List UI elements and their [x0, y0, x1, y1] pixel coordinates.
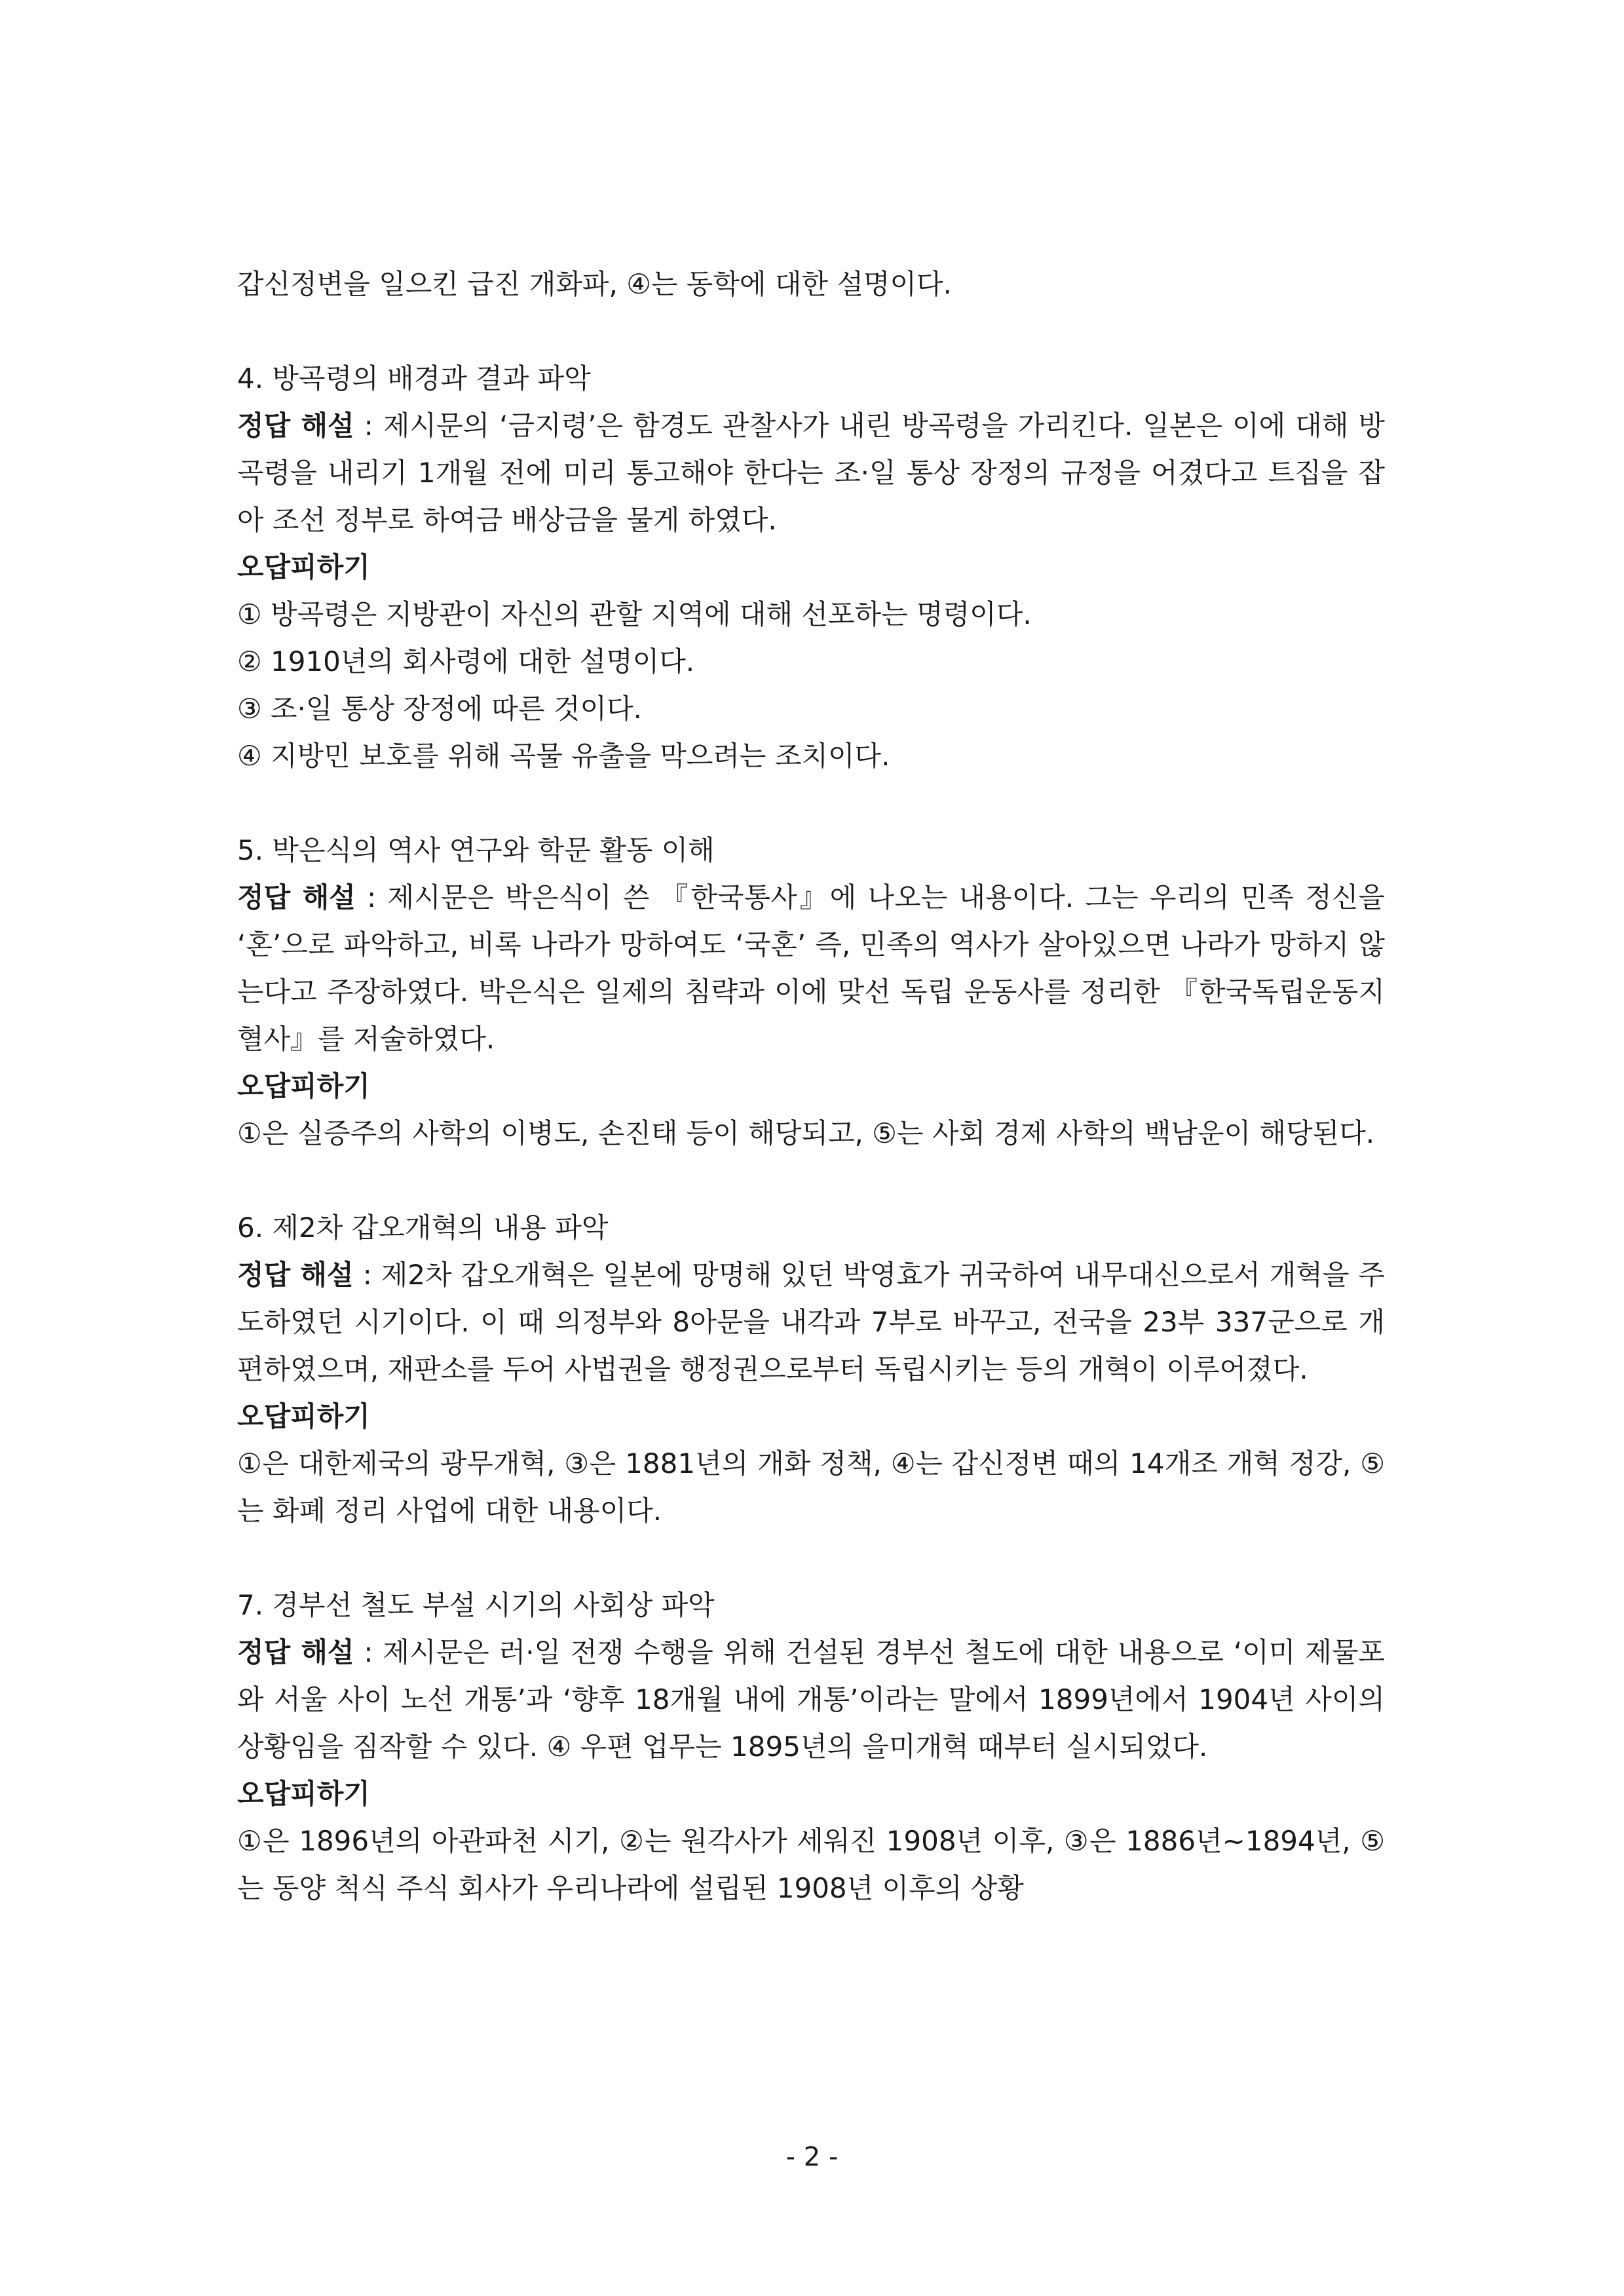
answer-text: : 제시문의 ‘금지령’은 함경도 관찰사가 내린 방곡령을 가리킨다. 일본은 이에 대해 방곡령을 내리기 1개월 전에 미리 통고해야 한다는 조·일 통상 장정의 규정을 어겼다고 트집을 잡아 조선 정부로 하여금 배상금을 물게 하였다.	[237, 410, 1385, 536]
section-title: 6. 제2차 갑오개혁의 내용 파악	[237, 1212, 609, 1244]
wrong-item: ② 1910년의 회사령에 대한 설명이다.	[237, 645, 695, 678]
section-5	[237, 827, 1385, 1157]
answer-label: 정답 해설	[237, 410, 354, 442]
section-title: 4. 방곡령의 배경과 결과 파악	[237, 362, 591, 394]
section-6	[237, 1204, 1385, 1535]
wrong-answer-label: 오답피하기	[237, 1778, 370, 1810]
wrong-item: ④ 지방민 보호를 위해 곡물 유출을 막으려는 조치이다.	[237, 740, 890, 772]
section-gap	[237, 1535, 1385, 1582]
answer-text: : 제시문은 러·일 전쟁 수행을 위해 건설된 경부선 철도에 대한 내용으로 ‘이미 제물포와 서울 사이 노선 개통’과 ‘향후 18개월 내에 개통’이라는 말에서 1899년에서 1904년 사이의 상황임을 짐작할 수 있다. ④ 우편 업무는 1895년의 을미개혁 때부터 실시되었다.	[237, 1636, 1385, 1763]
wrong-item: ① 방곡령은 지방관이 자신의 관할 지역에 대해 선포하는 명령이다.	[237, 598, 1032, 630]
answer-label: 정답 해설	[237, 881, 356, 913]
section-4	[237, 355, 1385, 780]
wrong-answer-label: 오답피하기	[237, 1400, 370, 1432]
wrong-answer-label: 오답피하기	[237, 1070, 370, 1102]
answer-text: : 제시문은 박은식이 쓴 『한국통사』에 나오는 내용이다. 그는 우리의 민족 정신을 ‘혼’으로 파악하고, 비록 나라가 망하여도 ‘국혼’ 즉, 민족의 역사가 살아있으면 나라가 망하지 않는다고 주장하였다. 박은식은 일제의 침략과 이에 맞선 독립 운동사를 정리한 『한국독립운동지혈사』를 저술하였다.	[237, 881, 1385, 1055]
section-title: 5. 박은식의 역사 연구와 학문 활동 이해	[237, 834, 715, 866]
section-title: 7. 경부선 철도 부설 시기의 사회상 파악	[237, 1589, 715, 1621]
answer-label: 정답 해설	[237, 1636, 354, 1668]
wrong-answer-text: ①은 1896년의 아관파천 시기, ②는 원각사가 세워진 1908년 이후, ③은 1886년~1894년, ⑤는 동양 척식 주식 회사가 우리나라에 설립된 1908년 이후의 상황	[237, 1825, 1385, 1904]
wrong-answer-label: 오답피하기	[237, 551, 370, 583]
answer-explanation	[237, 1629, 1385, 1770]
page-number: - 2 -	[785, 2142, 839, 2172]
answer-explanation	[237, 1252, 1385, 1393]
wrong-answer-text: ①은 대한제국의 광무개혁, ③은 1881년의 개화 정책, ④는 갑신정변 때의 14개조 개혁 정강, ⑤는 화폐 정리 사업에 대한 내용이다.	[237, 1447, 1385, 1527]
document-body	[237, 261, 1385, 1912]
answer-text: : 제2차 갑오개혁은 일본에 망명해 있던 박영효가 귀국하여 내무대신으로서 개혁을 주도하였던 시기이다. 이 때 의정부와 8아문을 내각과 7부로 바꾸고, 전국을 23부 337군으로 개편하였으며, 재판소를 두어 사법권을 행정권으로부터 독립시키는 등의 개혁이 이루어졌다.	[237, 1259, 1385, 1385]
section-7	[237, 1582, 1385, 1912]
answer-explanation	[237, 402, 1385, 544]
section-gap	[237, 780, 1385, 827]
section-gap	[237, 308, 1385, 355]
wrong-answer-text: ①은 실증주의 사학의 이병도, 손진태 등이 해당되고, ⑤는 사회 경제 사학의 백남운이 해당된다.	[237, 1117, 1375, 1149]
wrong-item: ③ 조·일 통상 장정에 따른 것이다.	[237, 693, 642, 725]
intro-line: 갑신정변을 일으킨 급진 개화파, ④는 동학에 대한 설명이다.	[237, 268, 952, 300]
answer-label: 정답 해설	[237, 1259, 354, 1291]
answer-explanation	[237, 874, 1385, 1063]
section-gap	[237, 1157, 1385, 1204]
